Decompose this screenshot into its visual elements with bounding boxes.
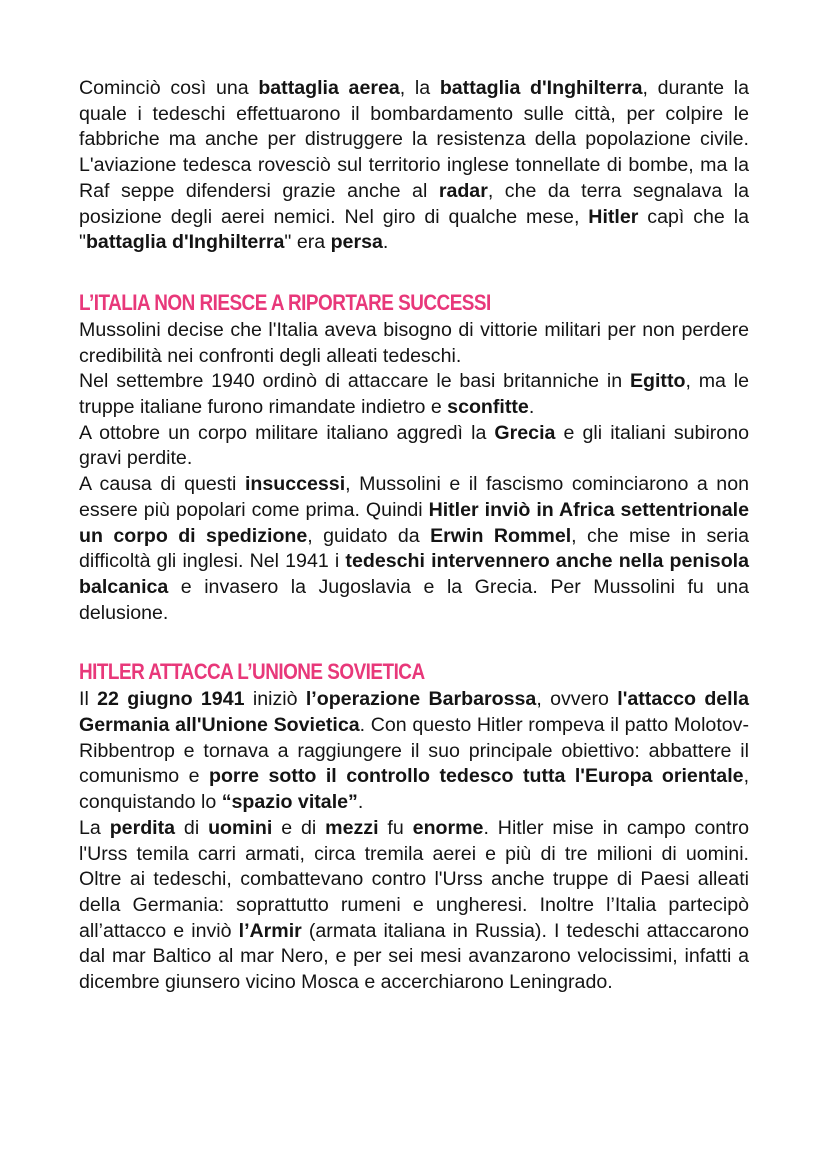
paragraph: Nel settembre 1940 ordinò di attaccare le basi britanniche in Egitto, ma le truppe italiane furono rimandate indietro e sconfitte. [79,370,749,419]
section-heading: HITLER ATTACCA L’UNIONE SOVIETICA [79,659,425,685]
paragraph: La perdita di uomini e di mezzi fu enorme. Hitler mise in campo contro l'Urss temila carri armati, circa tremila aerei e più di tre milioni di uomini. Oltre ai tedeschi, combattevano contro l'Urss anche truppe di Paesi alleati della Germania: soprattutto rumeni e ungheresi. Inoltre l’Italia partecipò all’attacco e inviò l’Armir (armata italiana in Russia). I tedeschi attaccarono dal mar Baltico al mar Nero, e per sei mesi avanzarono velocissimi, infatti a dicembre giunsero vicino Mosca e accerchiarono Leningrado. [79,816,750,994]
paragraph: Il 22 giugno 1941 iniziò l’operazione Barbarossa, ovvero l'attacco della Germania all'Unione Sovietica. Con questo Hitler rompeva il patto Molotov-Ribbentrop e tornava a raggiungere il suo principale obiettivo: abbattere il comunismo e porre sotto il controllo tedesco tutta l'Europa orientale, conquistando lo “spazio vitale”. [79,688,750,814]
bold-text: Hitler inviò in Africa settentrionale un corpo di spedizione [79,498,749,547]
bold-text: tedeschi intervennero anche nella penisola balcanica [79,550,749,598]
bold-text: sconfitte [447,396,529,419]
bold-text: uomini [208,816,273,839]
bold-text: insuccessi [244,473,346,496]
bold-text: 22 giugno 1941 [97,688,245,711]
bold-text: radar [438,179,488,202]
bold-text: l’operazione Barbarossa [305,688,537,711]
paragraph: A ottobre un corpo militare italiano aggredì la Grecia e gli italiani subirono gravi perdite. [79,421,749,470]
bold-text: perdita [109,816,176,839]
document-page [79,76,749,996]
bold-text: battaglia d'Inghilterra [85,231,285,254]
bold-text: Grecia [494,421,556,444]
section-heading: L’ITALIA NON RIESCE A RIPORTARE SUCCESSI [79,289,491,315]
bold-text: l'attacco della Germania all'Unione Sovietica [79,688,749,737]
bold-text: Erwin Rommel [430,524,572,547]
bold-text: “spazio vitale” [221,791,358,814]
bold-text: Egitto [629,370,686,393]
bold-text: battaglia aerea [258,77,400,99]
bold-text: porre sotto il controllo tedesco tutta l'Europa orientale [208,765,744,788]
bold-text: mezzi [325,816,379,839]
paragraph: Mussolini decise che l'Italia aveva bisogno di vittorie militari per non perdere credibilità nei confronti degli alleati tedeschi. [79,318,749,367]
paragraph: Cominciò così una battaglia aerea, la battaglia d'Inghilterra, durante la quale i tedeschi effettuarono il bombardamento sulle città, per colpire le fabbriche ma anche per distruggere la resistenza della popolazione civile. L'aviazione tedesca rovesciò sul territorio inglese tonnellate di bombe, ma la Raf seppe difendersi grazie anche al radar, che da terra segnalava la posizione degli aerei nemici. Nel giro di qualche mese, Hitler capì che la "battaglia d'Inghilterra" era persa. [79,77,749,254]
section-italia [79,290,749,626]
bold-text: persa [330,231,383,254]
bold-text: Hitler [588,205,639,228]
bold-text: l’Armir [238,919,302,942]
section-battaglia-inghilterra [79,76,749,256]
bold-text: battaglia d'Inghilterra [439,77,643,99]
section-unione-sovietica [79,659,749,995]
bold-text: enorme [412,816,484,839]
paragraph: A causa di questi insuccessi, Mussolini e il fascismo cominciarono a non essere più popolari come prima. Quindi Hitler inviò in Africa settentrionale un corpo di spedizione, guidato da Erwin Rommel, che mise in seria difficoltà gli inglesi. Nel 1941 i tedeschi intervennero anche nella penisola balcanica e invasero la Jugoslavia e la Grecia. Per Mussolini fu una delusione. [79,473,749,624]
